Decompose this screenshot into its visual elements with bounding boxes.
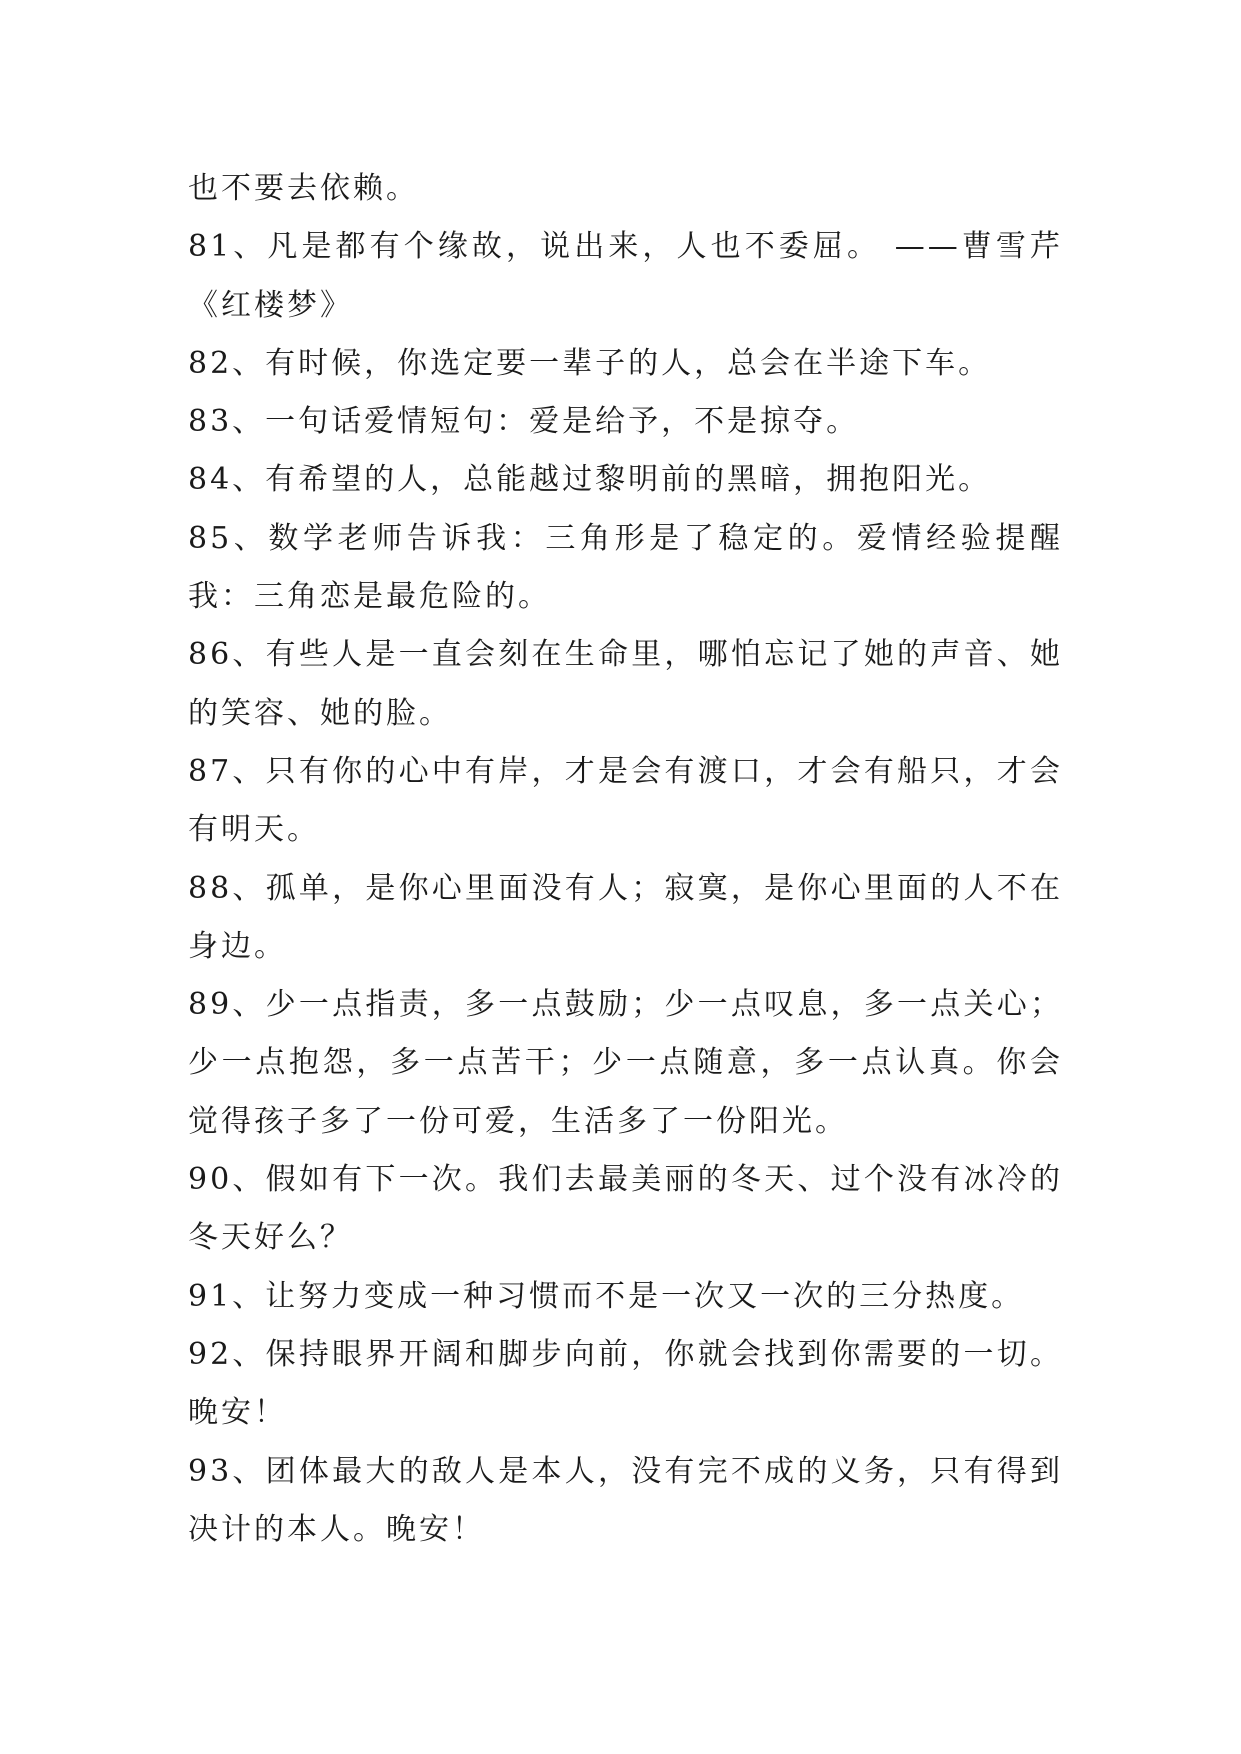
paragraph-88: 88、孤单，是你心里面没有人；寂寞，是你心里面的人不在身边。 — [188, 870, 1063, 964]
paragraph-92: 92、保持眼界开阔和脚步向前，你就会找到你需要的一切。晚安！ — [188, 1336, 1063, 1431]
paragraph-91: 91、让努力变成一种习惯而不是一次又一次的三分热度。 — [188, 1278, 1025, 1314]
paragraph-continuation: 也不要去依赖。 — [188, 171, 419, 206]
paragraph-87: 87、只有你的心中有岸，才是会有渡口，才会有船只，才会有明天。 — [188, 753, 1063, 848]
paragraph-86: 86、有些人是一直会刻在生命里，哪怕忘记了她的声音、她的笑容、她的脸。 — [188, 637, 1063, 731]
paragraph-90: 90、假如有下一次。我们去最美丽的冬天、过个没有冰冷的冬天好么？ — [188, 1162, 1063, 1256]
document-body — [188, 160, 1063, 1559]
paragraph-82: 82、有时候，你选定要一辈子的人，总会在半途下车。 — [188, 345, 992, 381]
paragraph-81: 81、凡是都有个缘故，说出来，人也不委屈。 ——曹雪芹《红楼梦》 — [188, 229, 1063, 323]
paragraph-84: 84、有希望的人，总能越过黎明前的黑暗，拥抱阳光。 — [188, 462, 992, 498]
paragraph-89: 89、少一点指责，多一点鼓励；少一点叹息，多一点关心；少一点抱怨，多一点苦干；少一点随意，多一点认真。你会觉得孩子多了一份可爱，生活多了一份阳光。 — [188, 987, 1063, 1139]
paragraph-93: 93、团体最大的敌人是本人，没有完不成的义务，只有得到决计的本人。晚安！ — [188, 1453, 1063, 1547]
paragraph-83: 83、一句话爱情短句：爱是给予，不是掠夺。 — [188, 404, 860, 440]
paragraph-85: 85、数学老师告诉我：三角形是了稳定的。爱情经验提醒我：三角恋是最危险的。 — [188, 520, 1063, 615]
